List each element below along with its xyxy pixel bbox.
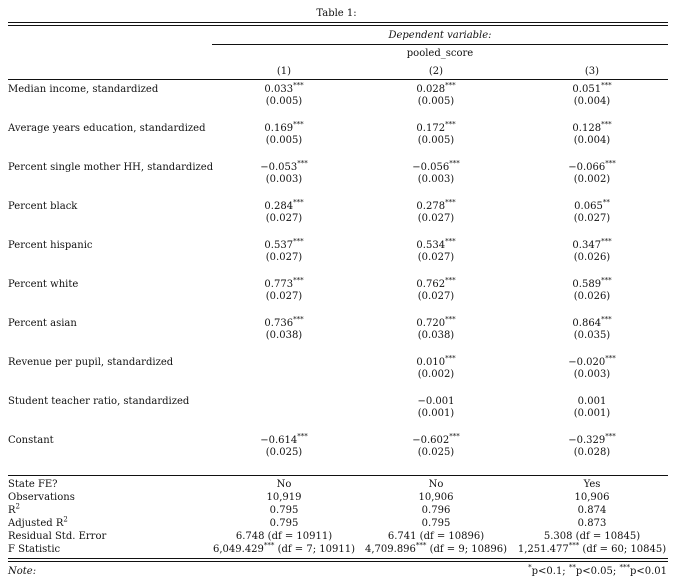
coefficient-value: 0.033 [264, 84, 294, 95]
coefficient-cell [364, 237, 508, 252]
standard-error-cell: (0.002) [573, 174, 611, 185]
row-label: Percent single mother HH, standardized [8, 162, 214, 173]
stat-value: No [428, 479, 444, 490]
significance-text: p<0.05; [575, 566, 620, 577]
stat-label-superscript: 2 [63, 515, 68, 524]
standard-error-cell: (0.027) [573, 213, 611, 224]
standard-error-cell: (0.026) [573, 252, 611, 263]
row-label: Percent black [8, 201, 78, 212]
coefficient-value: 0.065 [574, 201, 603, 212]
stat-label-text: R [8, 505, 16, 516]
significance-stars: *** [601, 237, 612, 246]
stat-value: No [276, 479, 292, 490]
stat-value: Yes [583, 479, 601, 490]
significance-stars: ** [602, 198, 610, 207]
dep-var-rule [212, 44, 668, 45]
stat-value: 6.748 (df = 10911) [235, 531, 333, 542]
significance-stars: *** [263, 541, 275, 550]
coefficient-value: −0.056 [412, 162, 450, 173]
significance-stars: *** [605, 354, 616, 363]
coefficient-cell [364, 354, 508, 369]
standard-error-cell: (0.003) [417, 174, 455, 185]
stat-value: 10,919 [266, 492, 302, 503]
fstat-value [516, 541, 668, 556]
significance-text: p<0.1; [531, 566, 569, 577]
significance-stars: *** [445, 120, 456, 129]
coefficient-cell [364, 315, 508, 330]
significance-stars: *** [445, 276, 456, 285]
coefficient-cell [364, 198, 508, 213]
coefficient-cell [516, 432, 668, 447]
fstat-number: 6,049.429 [213, 544, 264, 555]
fstat-number: 1,251.477 [517, 544, 569, 555]
top-rule-1 [8, 22, 668, 23]
row-label: Student teacher ratio, standardized [8, 396, 190, 407]
row-label: Constant [8, 435, 54, 446]
row-label: Revenue per pupil, standardized [8, 357, 174, 368]
coefficient-cell [212, 159, 356, 174]
significance-stars: *** [601, 315, 612, 324]
coefficient-cell [364, 276, 508, 291]
row-label: Average years education, standardized [8, 123, 206, 134]
standard-error-cell: (0.035) [573, 330, 611, 341]
coefficient-value: 0.736 [264, 318, 294, 329]
standard-error-cell: (0.027) [417, 252, 455, 263]
coefficient-value: 0.001 [577, 396, 607, 407]
fstat-df: (df = 60; 10845) [579, 544, 667, 555]
table-caption: Table 1: [316, 8, 357, 19]
coefficient-cell [364, 81, 508, 96]
significance-stars: *** [297, 432, 308, 441]
stat-value: 10,906 [574, 492, 610, 503]
note-label: Note: [8, 566, 37, 577]
stat-label-superscript: 2 [15, 502, 20, 511]
standard-error-cell: (0.027) [265, 213, 303, 224]
coefficient-value: 0.720 [416, 318, 446, 329]
standard-error-cell: (0.027) [417, 213, 455, 224]
fstat-df: (df = 7; 10911) [274, 544, 355, 555]
coefficient-value: −0.602 [412, 435, 450, 446]
standard-error-cell: (0.004) [573, 96, 611, 107]
significance-stars: *** [293, 120, 304, 129]
row-label: Median income, standardized [8, 84, 159, 95]
coefficient-cell [516, 81, 668, 96]
standard-error-cell: (0.026) [573, 291, 611, 302]
significance-stars: *** [293, 237, 304, 246]
standard-error-cell: (0.001) [417, 408, 455, 419]
standard-error-cell: (0.025) [417, 447, 455, 458]
coefficient-value: 0.128 [572, 123, 602, 134]
coefficient-value: −0.053 [260, 162, 298, 173]
standard-error-cell: (0.038) [417, 330, 455, 341]
dependent-variable-label: Dependent variable: [388, 30, 492, 41]
significance-stars: *** [568, 541, 580, 550]
standard-error-cell: (0.027) [417, 291, 455, 302]
coefficient-value: 0.028 [416, 84, 446, 95]
coefficient-value: 0.284 [264, 201, 294, 212]
coefficient-cell [212, 120, 356, 135]
standard-error-cell: (0.005) [265, 135, 303, 146]
coefficient-value: 0.051 [572, 84, 602, 95]
coefficient-value: 0.534 [416, 240, 446, 251]
standard-error-cell: (0.027) [265, 252, 303, 263]
stat-value: 0.795 [421, 518, 451, 529]
stat-value: 0.795 [269, 505, 299, 516]
standard-error-cell: (0.038) [265, 330, 303, 341]
coefficient-cell [364, 396, 508, 408]
coefficient-cell [516, 198, 668, 213]
stat-label [8, 531, 106, 543]
coefficient-cell [212, 432, 356, 447]
stat-label-text: Observations [8, 492, 75, 503]
stat-value: 6.741 (df = 10896) [387, 531, 485, 542]
standard-error-cell: (0.027) [265, 291, 303, 302]
coefficient-value: 0.864 [572, 318, 602, 329]
significance-stars: *** [445, 315, 456, 324]
stats-rule [8, 475, 668, 476]
significance-stars: *** [601, 276, 612, 285]
standard-error-cell: (0.001) [573, 408, 611, 419]
coefficient-cell [364, 120, 508, 135]
column-header-3: (3) [584, 66, 600, 77]
bottom-rule-2 [8, 561, 668, 562]
coefficient-cell [212, 276, 356, 291]
column-header-2: (2) [428, 66, 444, 77]
significance-stars: *** [449, 159, 460, 168]
column-header-1: (1) [276, 66, 292, 77]
fstat-number: 4,709.896 [365, 544, 416, 555]
significance-stars: *** [619, 563, 630, 572]
coefficient-value: 0.347 [572, 240, 602, 251]
row-label: Percent asian [8, 318, 77, 329]
standard-error-cell: (0.005) [265, 96, 303, 107]
stat-value: 0.796 [421, 505, 451, 516]
stat-label-text: State FE? [8, 479, 58, 490]
stat-value: 0.795 [269, 518, 299, 529]
coefficient-cell [212, 198, 356, 213]
coefficient-cell [516, 354, 668, 369]
stat-value: 10,906 [418, 492, 454, 503]
significance-stars: *** [293, 315, 304, 324]
coefficient-cell [364, 159, 508, 174]
standard-error-cell: (0.028) [573, 447, 611, 458]
stat-value: 0.874 [577, 505, 607, 516]
coefficient-value: −0.329 [568, 435, 606, 446]
significance-stars: *** [601, 81, 612, 90]
coefficient-cell [212, 81, 356, 96]
significance-stars: *** [445, 237, 456, 246]
fstat-value [364, 541, 508, 556]
coefficient-value: −0.614 [260, 435, 298, 446]
significance-stars: *** [293, 81, 304, 90]
significance-stars: *** [293, 198, 304, 207]
significance-stars: *** [445, 354, 456, 363]
stat-value: 0.873 [577, 518, 607, 529]
significance-stars: *** [445, 198, 456, 207]
coefficient-cell [516, 159, 668, 174]
standard-error-cell: (0.002) [417, 369, 455, 380]
standard-error-cell: (0.003) [573, 369, 611, 380]
coefficient-value: 0.762 [416, 279, 446, 290]
fstat-label: F Statistic [8, 544, 61, 555]
coefficient-value: 0.537 [264, 240, 294, 251]
significance-notes [528, 563, 667, 578]
fstat-value [212, 541, 356, 556]
stat-label [8, 479, 58, 491]
significance-stars: *** [605, 159, 616, 168]
coefficient-value: 0.169 [264, 123, 294, 134]
coefficient-cell [516, 315, 668, 330]
coefficient-value: 0.773 [264, 279, 294, 290]
standard-error-cell: (0.005) [417, 135, 455, 146]
coefficient-cell [516, 276, 668, 291]
coefficient-cell [516, 396, 668, 408]
coefficient-cell [516, 120, 668, 135]
significance-stars: *** [297, 159, 308, 168]
stat-label [8, 502, 20, 517]
coefficient-cell [212, 237, 356, 252]
stat-value: 5.308 (df = 10845) [543, 531, 641, 542]
standard-error-cell: (0.004) [573, 135, 611, 146]
stat-label-text: Residual Std. Error [8, 531, 107, 542]
significance-stars: ** [568, 563, 576, 572]
significance-stars: *** [601, 120, 612, 129]
coefficient-cell [212, 315, 356, 330]
coefficient-value: −0.066 [568, 162, 606, 173]
standard-error-cell: (0.005) [417, 96, 455, 107]
significance-stars: *** [415, 541, 427, 550]
significance-stars: *** [449, 432, 460, 441]
coefficient-value: −0.001 [417, 396, 455, 407]
dependent-variable-name: pooled_score [406, 48, 474, 59]
top-rule-2 [8, 25, 668, 26]
coefficient-value: 0.278 [416, 201, 446, 212]
stat-label [8, 515, 68, 530]
coefficient-value: 0.172 [416, 123, 446, 134]
significance-stars: *** [293, 276, 304, 285]
header-rule [8, 79, 668, 80]
row-label: Percent hispanic [8, 240, 93, 251]
coefficient-value: 0.010 [416, 357, 446, 368]
significance-stars: * [528, 563, 532, 572]
fstat-df: (df = 9; 10896) [426, 544, 507, 555]
stat-label-text: Adjusted R [8, 518, 64, 529]
coefficient-value: −0.020 [568, 357, 606, 368]
coefficient-cell [364, 432, 508, 447]
significance-stars: *** [445, 81, 456, 90]
row-label: Percent white [8, 279, 79, 290]
standard-error-cell: (0.025) [265, 447, 303, 458]
significance-text: p<0.01 [629, 566, 667, 577]
coefficient-cell [516, 237, 668, 252]
standard-error-cell: (0.003) [265, 174, 303, 185]
coefficient-value: 0.589 [572, 279, 602, 290]
significance-stars: *** [605, 432, 616, 441]
bottom-rule-1 [8, 558, 668, 559]
